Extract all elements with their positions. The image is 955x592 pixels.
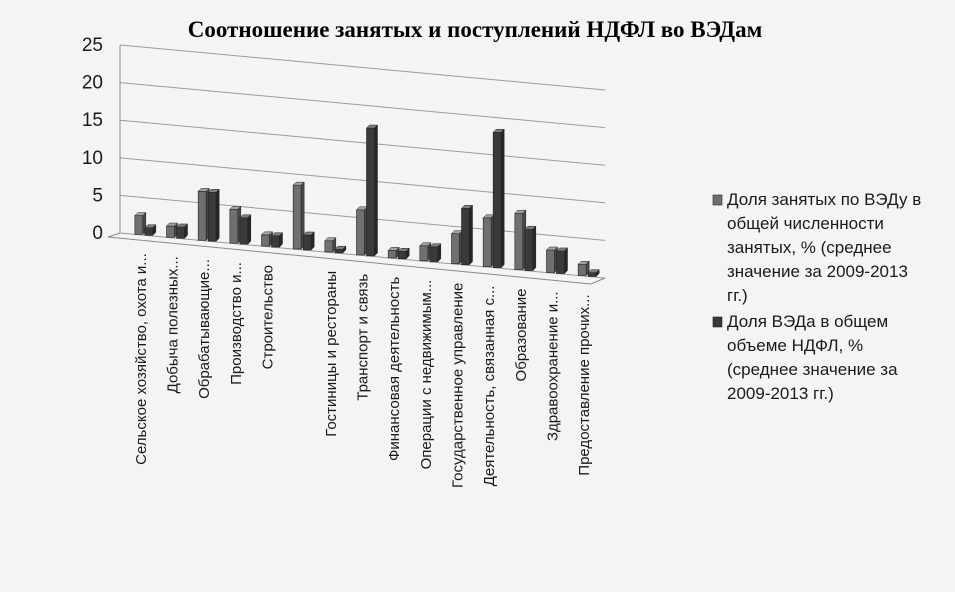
bar-front — [462, 208, 470, 264]
y-tick-label: 5 — [92, 185, 103, 207]
bar-front — [357, 210, 365, 255]
category-labels — [133, 253, 593, 488]
bar-front — [367, 128, 375, 256]
bar-s1-5 — [293, 182, 304, 249]
bar-side — [438, 244, 441, 262]
y-tick-label: 20 — [81, 72, 103, 94]
bar-s2-13 — [557, 248, 568, 274]
bar-s2-2 — [208, 189, 219, 241]
bar-s1-4 — [262, 232, 273, 246]
bar-front — [515, 213, 523, 269]
floor-right-edge — [591, 278, 605, 284]
bar-s2-10 — [462, 205, 473, 264]
bar-s1-6 — [325, 238, 336, 252]
bar-front — [325, 241, 333, 252]
y-tick-label: 10 — [81, 147, 103, 169]
bar-side — [311, 232, 314, 250]
bar-front — [177, 227, 185, 238]
bar-s1-14 — [578, 261, 589, 275]
bar-s2-3 — [240, 215, 251, 244]
y-tick-label: 15 — [81, 110, 103, 132]
gridline-2 — [120, 158, 605, 203]
bar-side — [501, 129, 504, 267]
bar-side — [533, 226, 536, 270]
gridline-3 — [120, 120, 605, 165]
bar-front — [430, 247, 438, 262]
bar-front — [588, 273, 596, 277]
bar-s2-12 — [525, 226, 536, 270]
bar-side — [248, 215, 251, 244]
category-label: Строительство — [259, 264, 277, 370]
legend-swatch — [713, 195, 722, 205]
legend — [713, 190, 921, 403]
bar-s1-2 — [198, 188, 209, 240]
legend-label: Доля ВЭДа в общем объеме НДФЛ, % (среднее значение за 2009-2013 гг.) — [727, 312, 898, 403]
bar-front — [557, 251, 565, 274]
bar-s2-9 — [430, 244, 441, 262]
category-label: Транспорт и связь — [354, 273, 372, 401]
floor-left-edge — [108, 233, 120, 237]
category-label: Здравоохранение и... — [544, 291, 562, 442]
bar-front — [335, 249, 343, 253]
bar-s1-11 — [483, 215, 494, 267]
legend-label: Доля занятых по ВЭДу в общей численности занятых, % (среднее значение за 2009-2013 гг.) — [727, 190, 922, 305]
category-label: Финансовая деятельность — [386, 276, 404, 461]
bar-s2-11 — [493, 129, 504, 267]
bar-s1-12 — [515, 210, 526, 269]
bar-s1-7 — [357, 207, 368, 255]
category-label: Сельское хозяйство, охота и... — [132, 253, 150, 465]
bar-front — [272, 236, 280, 247]
bar-front — [493, 132, 501, 267]
category-label: Предоставление прочих... — [576, 294, 594, 476]
gridline-5 — [120, 45, 605, 90]
bar-front — [293, 185, 301, 249]
category-label: Государственное управление — [449, 282, 467, 488]
bar-s1-9 — [420, 243, 431, 261]
legend-swatch — [713, 317, 722, 327]
bar-front — [398, 251, 406, 259]
bar-s2-5 — [303, 232, 314, 250]
chart-title: Соотношение занятых и поступлений НДФЛ во ВЭДам — [187, 17, 763, 42]
bar-s1-0 — [135, 213, 146, 235]
bar-s1-13 — [547, 247, 558, 273]
gridline-4 — [120, 83, 605, 128]
y-tick-label: 25 — [81, 35, 103, 56]
category-label: Операции с недвижимым... — [417, 279, 435, 470]
bar-front — [547, 250, 555, 273]
bar-front — [145, 228, 153, 236]
bar-s2-8 — [398, 248, 409, 259]
bar-front — [525, 229, 533, 270]
bar-front — [240, 218, 248, 244]
bar-side — [216, 189, 219, 241]
bar-s2-1 — [177, 224, 188, 238]
bar-s2-0 — [145, 225, 156, 236]
category-label: Деятельность, связанная с... — [481, 285, 499, 487]
bar-front — [303, 235, 311, 250]
bar-front — [198, 191, 206, 240]
bar-front — [578, 264, 586, 275]
bar-s1-1 — [167, 223, 178, 237]
bar-front — [483, 218, 491, 267]
bar-side — [565, 248, 568, 274]
bar-s2-7 — [367, 125, 378, 256]
bar-s2-6 — [335, 246, 346, 253]
bar-front — [452, 234, 460, 264]
category-label: Гостиницы и рестораны — [322, 270, 340, 437]
bar-front — [167, 226, 175, 237]
bar-front — [420, 246, 428, 261]
category-label: Обрабатывающие... — [196, 259, 214, 399]
bar-front — [208, 192, 216, 241]
bar-front — [262, 235, 270, 246]
bar-front — [135, 216, 143, 235]
bar-side — [375, 125, 378, 256]
bar-layer — [135, 125, 599, 276]
category-label: Добыча полезных... — [164, 256, 182, 394]
bar-front — [388, 250, 396, 258]
category-label: Образование — [512, 288, 530, 382]
bar-side — [470, 205, 473, 264]
bar-s2-4 — [272, 233, 283, 247]
bar-s1-3 — [230, 206, 241, 243]
bar-s2-14 — [588, 270, 599, 277]
y-tick-label: 0 — [92, 223, 103, 244]
legend-item-1 — [713, 190, 921, 305]
bar-s1-8 — [388, 247, 399, 258]
bar-s1-10 — [452, 231, 463, 264]
legend-item-2 — [713, 312, 898, 403]
category-label: Производство и... — [227, 262, 245, 385]
bar-front — [230, 209, 238, 243]
